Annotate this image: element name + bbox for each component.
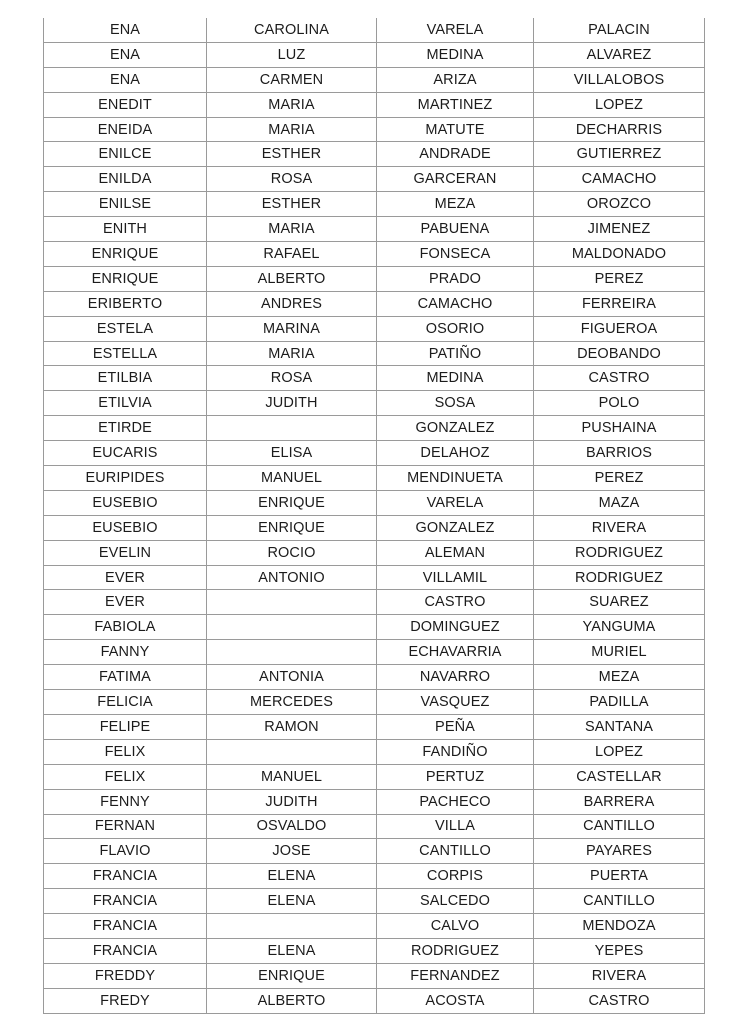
middle-name-cell: ELISA — [207, 441, 377, 466]
middle-name-cell: ENRIQUE — [207, 515, 377, 540]
table-row — [44, 416, 705, 441]
second-surname-cell: VILLALOBOS — [534, 67, 705, 92]
middle-name-cell: MARIA — [207, 341, 377, 366]
second-surname-cell: CANTILLO — [534, 814, 705, 839]
middle-name-cell: OSVALDO — [207, 814, 377, 839]
middle-name-cell: ANTONIO — [207, 565, 377, 590]
first-surname-cell: PACHECO — [377, 789, 534, 814]
second-surname-cell: RIVERA — [534, 963, 705, 988]
first-name-cell: ENEIDA — [44, 117, 207, 142]
first-surname-cell: DOMINGUEZ — [377, 615, 534, 640]
first-surname-cell: FANDIÑO — [377, 739, 534, 764]
second-surname-cell: POLO — [534, 391, 705, 416]
first-name-cell: EUCARIS — [44, 441, 207, 466]
first-surname-cell: CASTRO — [377, 590, 534, 615]
middle-name-cell: MANUEL — [207, 466, 377, 491]
first-surname-cell: ARIZA — [377, 67, 534, 92]
second-surname-cell: LOPEZ — [534, 739, 705, 764]
first-name-cell: FREDDY — [44, 963, 207, 988]
first-surname-cell: VILLAMIL — [377, 565, 534, 590]
second-surname-cell: MAZA — [534, 490, 705, 515]
first-name-cell: ENEDIT — [44, 92, 207, 117]
names-sheet — [43, 18, 704, 1014]
first-surname-cell: ALEMAN — [377, 540, 534, 565]
middle-name-cell: RAMON — [207, 714, 377, 739]
middle-name-cell: ESTHER — [207, 142, 377, 167]
middle-name-cell: MANUEL — [207, 764, 377, 789]
second-surname-cell: CANTILLO — [534, 889, 705, 914]
first-name-cell: FABIOLA — [44, 615, 207, 640]
first-name-cell: FRANCIA — [44, 914, 207, 939]
first-name-cell: EUSEBIO — [44, 490, 207, 515]
first-surname-cell: VILLA — [377, 814, 534, 839]
middle-name-cell: ELENA — [207, 938, 377, 963]
first-name-cell: ETILBIA — [44, 366, 207, 391]
first-name-cell: FRANCIA — [44, 864, 207, 889]
first-name-cell: EVER — [44, 565, 207, 590]
table-row — [44, 963, 705, 988]
second-surname-cell: LOPEZ — [534, 92, 705, 117]
second-surname-cell: CAMACHO — [534, 167, 705, 192]
table-row — [44, 540, 705, 565]
first-surname-cell: ECHAVARRIA — [377, 640, 534, 665]
first-surname-cell: PEÑA — [377, 714, 534, 739]
first-surname-cell: CORPIS — [377, 864, 534, 889]
second-surname-cell: ALVAREZ — [534, 42, 705, 67]
second-surname-cell: YEPES — [534, 938, 705, 963]
table-row — [44, 714, 705, 739]
table-row — [44, 316, 705, 341]
middle-name-cell: ELENA — [207, 889, 377, 914]
first-name-cell: FELIPE — [44, 714, 207, 739]
table-row — [44, 938, 705, 963]
first-name-cell: EURIPIDES — [44, 466, 207, 491]
table-row — [44, 864, 705, 889]
table-row — [44, 889, 705, 914]
first-surname-cell: CANTILLO — [377, 839, 534, 864]
first-surname-cell: PRADO — [377, 266, 534, 291]
first-surname-cell: FERNANDEZ — [377, 963, 534, 988]
second-surname-cell: PAYARES — [534, 839, 705, 864]
first-name-cell: EVELIN — [44, 540, 207, 565]
table-row — [44, 42, 705, 67]
first-surname-cell: OSORIO — [377, 316, 534, 341]
middle-name-cell: ROSA — [207, 366, 377, 391]
first-surname-cell: NAVARRO — [377, 665, 534, 690]
middle-name-cell: MARINA — [207, 316, 377, 341]
first-name-cell: FELIX — [44, 764, 207, 789]
middle-name-cell: ALBERTO — [207, 988, 377, 1013]
first-surname-cell: CAMACHO — [377, 291, 534, 316]
second-surname-cell: FERREIRA — [534, 291, 705, 316]
first-surname-cell: VASQUEZ — [377, 690, 534, 715]
middle-name-cell — [207, 590, 377, 615]
first-surname-cell: MEZA — [377, 192, 534, 217]
first-name-cell: FREDY — [44, 988, 207, 1013]
first-surname-cell: ACOSTA — [377, 988, 534, 1013]
table-row — [44, 814, 705, 839]
second-surname-cell: YANGUMA — [534, 615, 705, 640]
first-name-cell: FLAVIO — [44, 839, 207, 864]
second-surname-cell: PEREZ — [534, 266, 705, 291]
first-name-cell: FENNY — [44, 789, 207, 814]
second-surname-cell: CASTELLAR — [534, 764, 705, 789]
table-row — [44, 266, 705, 291]
second-surname-cell: RIVERA — [534, 515, 705, 540]
first-surname-cell: MENDINUETA — [377, 466, 534, 491]
first-name-cell: FRANCIA — [44, 889, 207, 914]
middle-name-cell: ESTHER — [207, 192, 377, 217]
table-row — [44, 839, 705, 864]
table-row — [44, 217, 705, 242]
middle-name-cell: MARIA — [207, 92, 377, 117]
second-surname-cell: MENDOZA — [534, 914, 705, 939]
middle-name-cell: ANTONIA — [207, 665, 377, 690]
first-surname-cell: RODRIGUEZ — [377, 938, 534, 963]
middle-name-cell — [207, 914, 377, 939]
second-surname-cell: MALDONADO — [534, 242, 705, 267]
table-row — [44, 490, 705, 515]
middle-name-cell: ALBERTO — [207, 266, 377, 291]
first-surname-cell: MATUTE — [377, 117, 534, 142]
middle-name-cell: CAROLINA — [207, 18, 377, 42]
table-row — [44, 242, 705, 267]
table-row — [44, 167, 705, 192]
first-surname-cell: GONZALEZ — [377, 416, 534, 441]
first-surname-cell: VARELA — [377, 18, 534, 42]
first-name-cell: FERNAN — [44, 814, 207, 839]
second-surname-cell: PEREZ — [534, 466, 705, 491]
names-table-body — [44, 18, 705, 1013]
table-row — [44, 690, 705, 715]
first-surname-cell: SOSA — [377, 391, 534, 416]
middle-name-cell: ENRIQUE — [207, 963, 377, 988]
first-name-cell: ENRIQUE — [44, 242, 207, 267]
first-surname-cell: MEDINA — [377, 42, 534, 67]
middle-name-cell: ELENA — [207, 864, 377, 889]
second-surname-cell: PUSHAINA — [534, 416, 705, 441]
middle-name-cell: JUDITH — [207, 789, 377, 814]
first-name-cell: FRANCIA — [44, 938, 207, 963]
middle-name-cell — [207, 640, 377, 665]
first-surname-cell: GARCERAN — [377, 167, 534, 192]
table-row — [44, 665, 705, 690]
middle-name-cell: ANDRES — [207, 291, 377, 316]
first-name-cell: ENA — [44, 18, 207, 42]
names-table — [43, 18, 705, 1014]
first-surname-cell: MARTINEZ — [377, 92, 534, 117]
second-surname-cell: MURIEL — [534, 640, 705, 665]
first-name-cell: ETILVIA — [44, 391, 207, 416]
table-row — [44, 18, 705, 42]
second-surname-cell: SUAREZ — [534, 590, 705, 615]
middle-name-cell: LUZ — [207, 42, 377, 67]
first-name-cell: ENILDA — [44, 167, 207, 192]
first-surname-cell: DELAHOZ — [377, 441, 534, 466]
table-row — [44, 391, 705, 416]
second-surname-cell: PALACIN — [534, 18, 705, 42]
middle-name-cell: ROSA — [207, 167, 377, 192]
second-surname-cell: MEZA — [534, 665, 705, 690]
first-name-cell: FATIMA — [44, 665, 207, 690]
first-name-cell: ESTELLA — [44, 341, 207, 366]
first-surname-cell: PABUENA — [377, 217, 534, 242]
middle-name-cell: JUDITH — [207, 391, 377, 416]
table-row — [44, 67, 705, 92]
table-row — [44, 764, 705, 789]
second-surname-cell: CASTRO — [534, 988, 705, 1013]
first-surname-cell: FONSECA — [377, 242, 534, 267]
second-surname-cell: GUTIERREZ — [534, 142, 705, 167]
second-surname-cell: JIMENEZ — [534, 217, 705, 242]
middle-name-cell: ROCIO — [207, 540, 377, 565]
second-surname-cell: DECHARRIS — [534, 117, 705, 142]
middle-name-cell: RAFAEL — [207, 242, 377, 267]
first-name-cell: ENILCE — [44, 142, 207, 167]
second-surname-cell: DEOBANDO — [534, 341, 705, 366]
table-row — [44, 590, 705, 615]
table-row — [44, 117, 705, 142]
first-name-cell: ENA — [44, 42, 207, 67]
table-row — [44, 466, 705, 491]
first-surname-cell: PATIÑO — [377, 341, 534, 366]
second-surname-cell: PADILLA — [534, 690, 705, 715]
first-name-cell: EVER — [44, 590, 207, 615]
second-surname-cell: SANTANA — [534, 714, 705, 739]
second-surname-cell: FIGUEROA — [534, 316, 705, 341]
second-surname-cell: OROZCO — [534, 192, 705, 217]
table-row — [44, 565, 705, 590]
first-surname-cell: MEDINA — [377, 366, 534, 391]
first-surname-cell: GONZALEZ — [377, 515, 534, 540]
table-row — [44, 988, 705, 1013]
first-surname-cell: PERTUZ — [377, 764, 534, 789]
table-row — [44, 789, 705, 814]
table-row — [44, 341, 705, 366]
table-row — [44, 366, 705, 391]
middle-name-cell: MARIA — [207, 117, 377, 142]
table-row — [44, 142, 705, 167]
table-row — [44, 192, 705, 217]
first-name-cell: EUSEBIO — [44, 515, 207, 540]
middle-name-cell: JOSE — [207, 839, 377, 864]
first-surname-cell: ANDRADE — [377, 142, 534, 167]
middle-name-cell: ENRIQUE — [207, 490, 377, 515]
first-name-cell: FELICIA — [44, 690, 207, 715]
middle-name-cell — [207, 739, 377, 764]
middle-name-cell: MERCEDES — [207, 690, 377, 715]
first-name-cell: FELIX — [44, 739, 207, 764]
table-row — [44, 739, 705, 764]
middle-name-cell: CARMEN — [207, 67, 377, 92]
table-row — [44, 640, 705, 665]
second-surname-cell: CASTRO — [534, 366, 705, 391]
first-surname-cell: SALCEDO — [377, 889, 534, 914]
second-surname-cell: PUERTA — [534, 864, 705, 889]
middle-name-cell — [207, 416, 377, 441]
table-row — [44, 441, 705, 466]
first-name-cell: ERIBERTO — [44, 291, 207, 316]
second-surname-cell: RODRIGUEZ — [534, 540, 705, 565]
table-row — [44, 515, 705, 540]
first-name-cell: FANNY — [44, 640, 207, 665]
table-row — [44, 291, 705, 316]
second-surname-cell: BARRERA — [534, 789, 705, 814]
second-surname-cell: RODRIGUEZ — [534, 565, 705, 590]
first-surname-cell: CALVO — [377, 914, 534, 939]
first-name-cell: ETIRDE — [44, 416, 207, 441]
table-row — [44, 92, 705, 117]
first-name-cell: ESTELA — [44, 316, 207, 341]
first-name-cell: ENA — [44, 67, 207, 92]
table-row — [44, 914, 705, 939]
first-name-cell: ENITH — [44, 217, 207, 242]
table-row — [44, 615, 705, 640]
first-name-cell: ENRIQUE — [44, 266, 207, 291]
first-surname-cell: VARELA — [377, 490, 534, 515]
first-name-cell: ENILSE — [44, 192, 207, 217]
second-surname-cell: BARRIOS — [534, 441, 705, 466]
middle-name-cell — [207, 615, 377, 640]
middle-name-cell: MARIA — [207, 217, 377, 242]
